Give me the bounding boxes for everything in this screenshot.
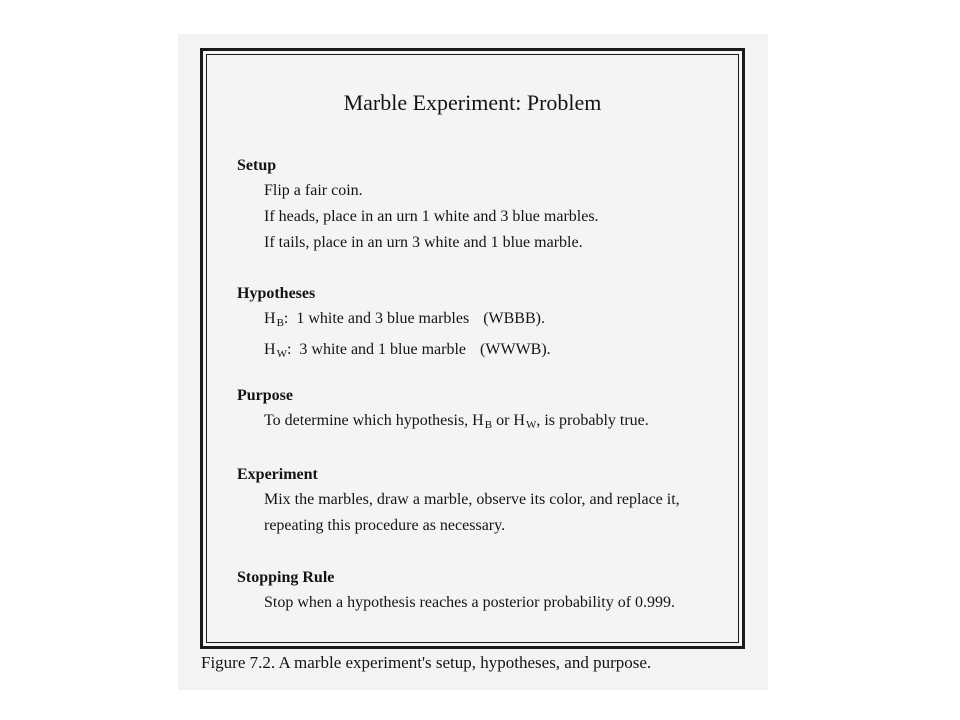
hypothesis-subscript: W	[276, 348, 287, 360]
setup-section	[237, 156, 732, 252]
hypothesis-subscript: B	[276, 317, 284, 329]
purpose-subscript-b: B	[484, 419, 493, 431]
setup-heading: Setup	[237, 157, 277, 174]
hypotheses-heading: Hypotheses	[237, 285, 316, 302]
hypothesis-text: 1 white and 3 blue marbles	[296, 310, 470, 327]
hypotheses-section	[237, 284, 732, 364]
hypothesis-w: $H_W$: 3 white and 1 blue marble (WWWB).	[264, 341, 551, 360]
stopping-rule-section	[237, 568, 732, 612]
setup-line: Flip a fair coin.	[264, 182, 363, 199]
setup-line: If tails, place in an urn 3 white and 1 blue marble.	[264, 234, 583, 251]
purpose-line	[264, 411, 732, 435]
experiment-line: repeating this procedure as necessary.	[264, 517, 506, 534]
figure-caption: Figure 7.2. A marble experiment's setup, hypotheses, and purpose.	[201, 653, 652, 672]
problem-box	[200, 48, 745, 649]
purpose-text: or H	[492, 412, 525, 429]
hypothesis-code: (WWWB).	[480, 341, 551, 358]
purpose-text: , is probably true.	[536, 412, 649, 429]
purpose-text: To determine which hypothesis, H	[264, 412, 484, 429]
experiment-heading: Experiment	[237, 466, 318, 483]
box-title: Marble Experiment: Problem	[343, 90, 602, 115]
hypothesis-symbol: H	[264, 341, 276, 358]
hypothesis-symbol: H	[264, 310, 276, 327]
experiment-line: Mix the marbles, draw a marble, observe its color, and replace it,	[264, 491, 680, 508]
stopping-rule-line: Stop when a hypothesis reaches a posterior probability of 0.999.	[264, 594, 676, 611]
purpose-heading: Purpose	[237, 387, 293, 404]
hypothesis-text: 3 white and 1 blue marble	[299, 341, 467, 358]
hypothesis-code: (WBBB).	[483, 310, 545, 327]
purpose-section	[237, 386, 732, 435]
experiment-section	[237, 465, 732, 535]
stopping-rule-heading: Stopping Rule	[237, 569, 335, 586]
hypothesis-b: $H_B$: 1 white and 3 blue marbles (WBBB).	[264, 310, 545, 329]
setup-line: If heads, place in an urn 1 white and 3 blue marbles.	[264, 208, 599, 225]
purpose-subscript-w: W	[525, 419, 537, 431]
